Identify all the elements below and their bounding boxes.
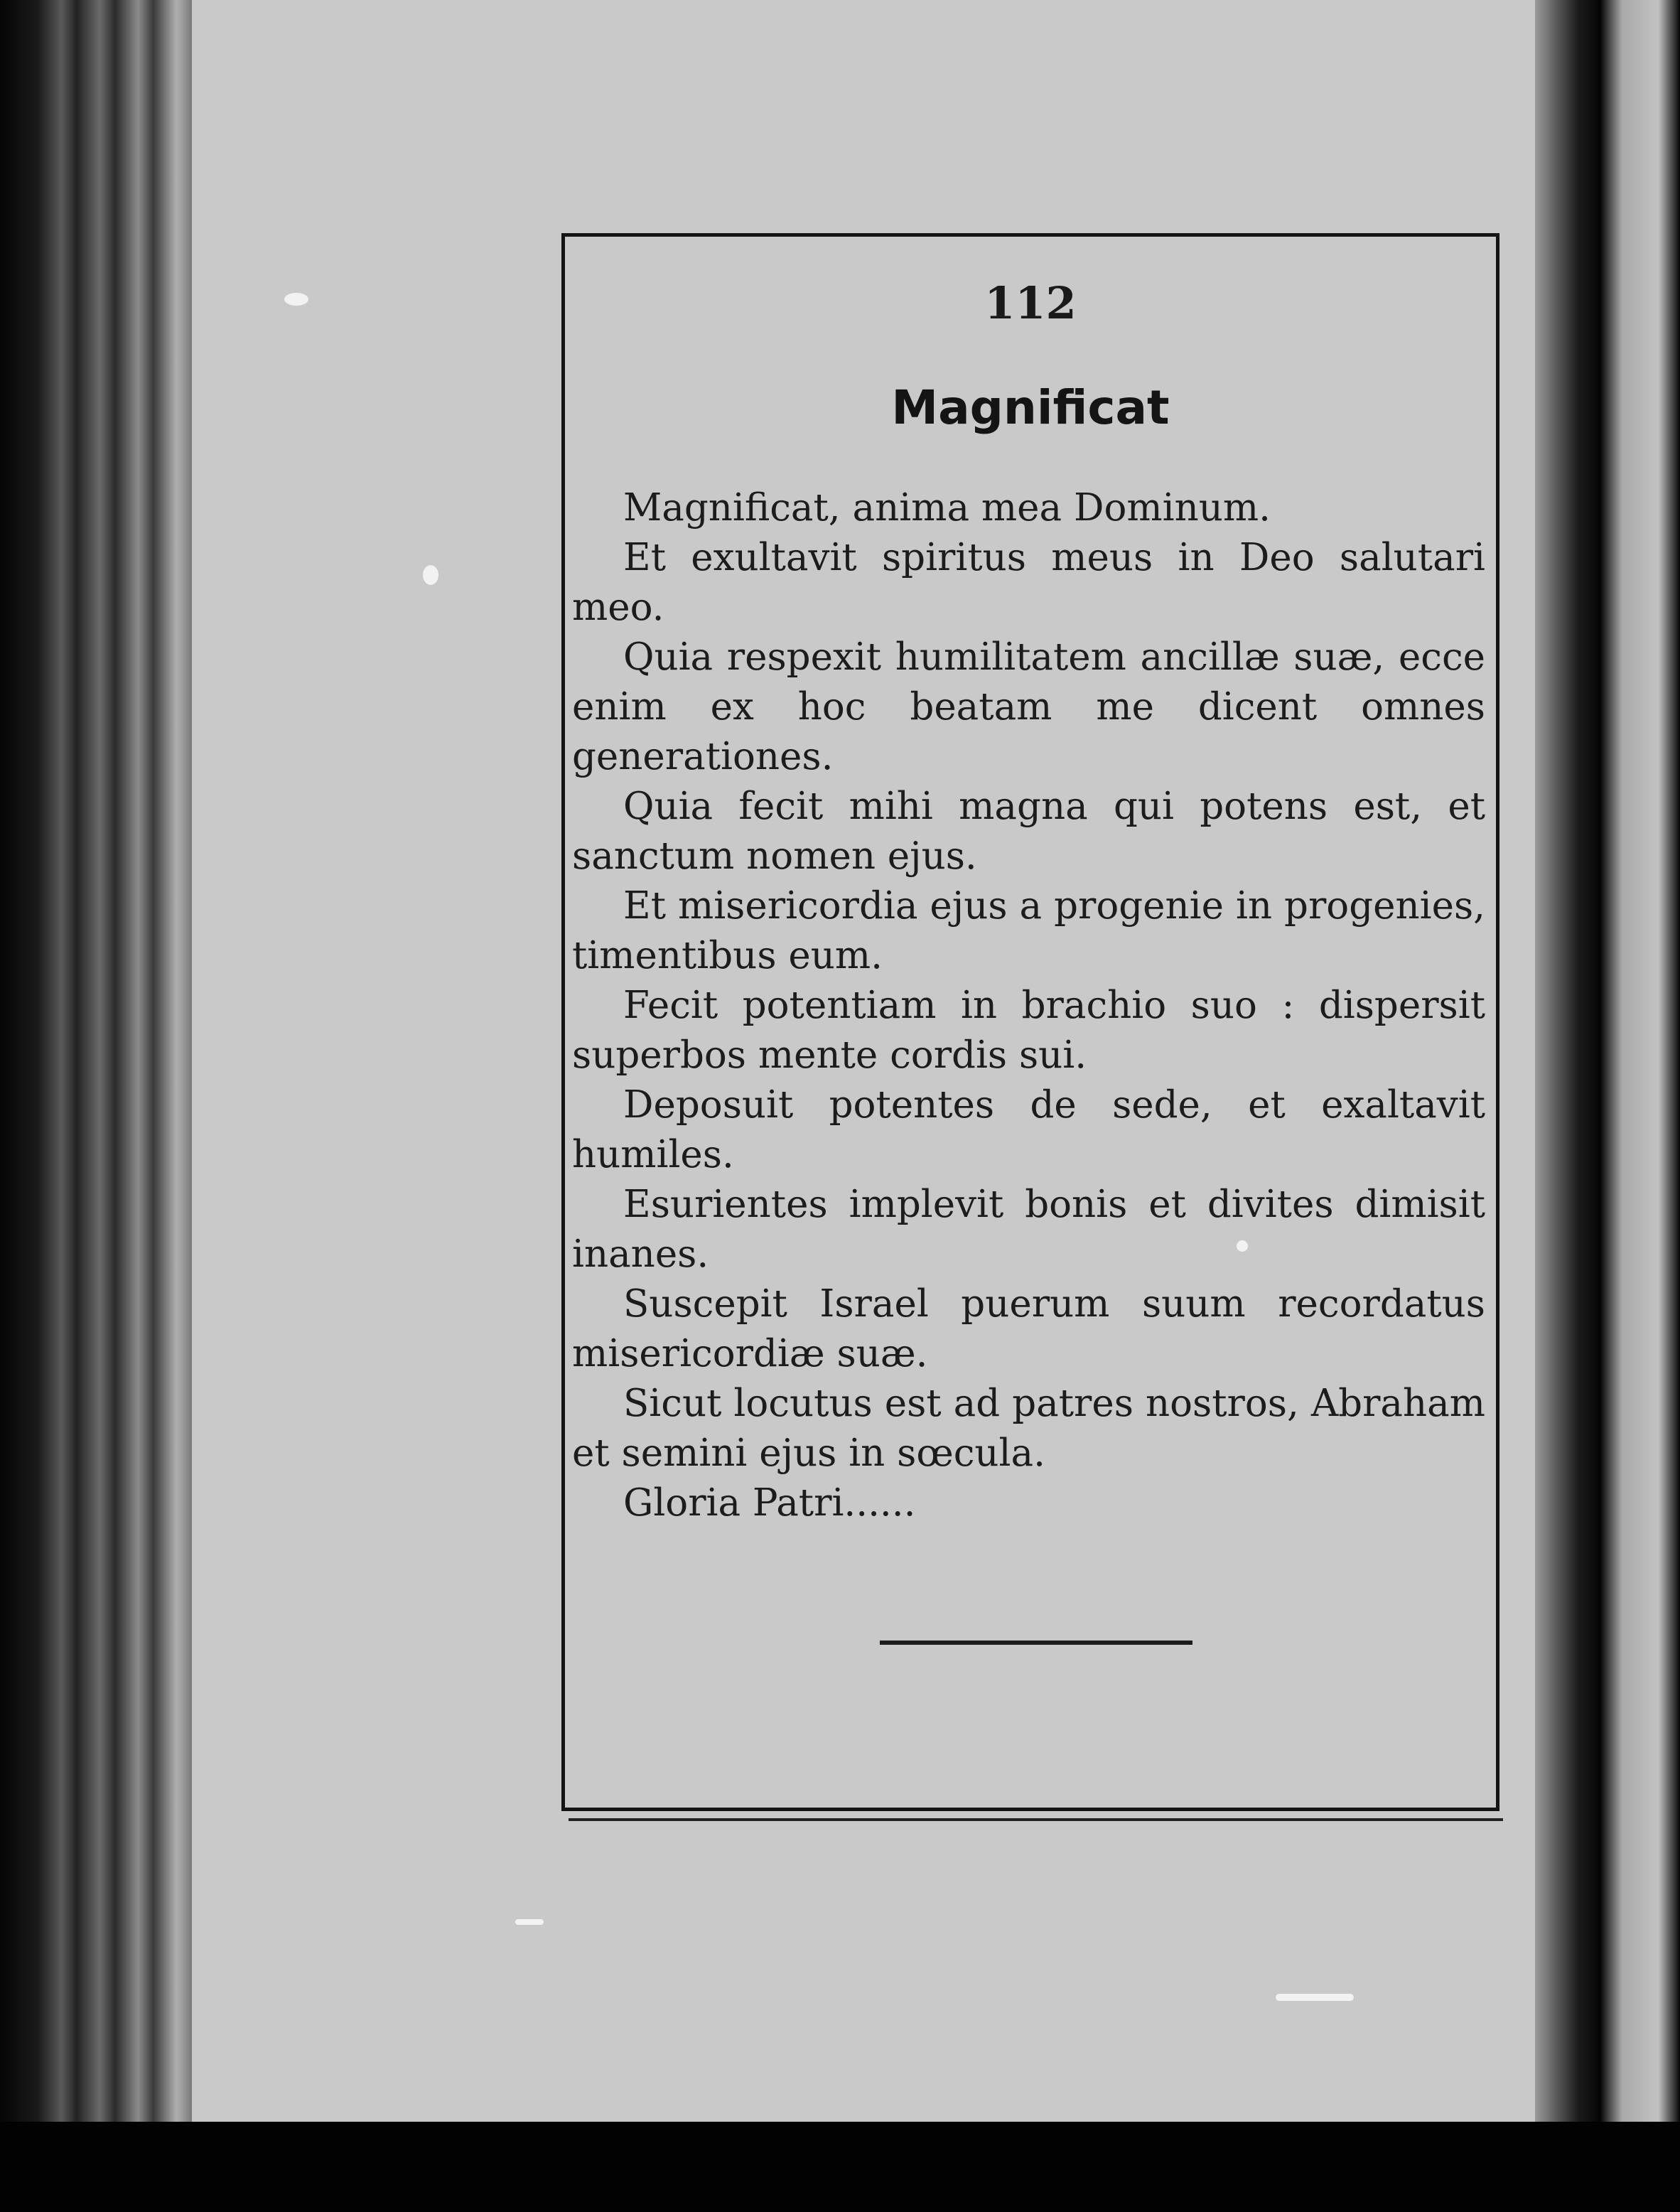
scan-speck xyxy=(1237,1240,1248,1252)
canticle-text xyxy=(572,483,1485,1528)
verse: Gloria Patri...... xyxy=(623,1481,916,1525)
verse: Esurientes implevit bonis et divites dimisit inanes. xyxy=(572,1183,1485,1276)
verse: Suscepit Israel puerum suum recordatus misericordiæ suæ. xyxy=(572,1282,1485,1375)
verse: Sicut locutus est ad patres nostros, Abraham et semini ejus in sœcula. xyxy=(572,1382,1485,1475)
scan-speck xyxy=(1276,1994,1354,2001)
verse: Magnificat, anima mea Dominum. xyxy=(623,486,1271,530)
scan-speck xyxy=(423,565,438,585)
verse: Quia respexit humilitatem ancillæ suæ, ecce enim ex hoc beatam me dicent omnes generationes. xyxy=(572,635,1485,778)
verse: Et misericordia ejus a progenie in progenies, timentibus eum. xyxy=(572,884,1485,977)
verse: Quia fecit mihi magna qui potens est, et sanctum nomen ejus. xyxy=(572,785,1485,878)
verse: Fecit potentiam in brachio suo : dispersit superbos mente cordis sui. xyxy=(572,984,1485,1077)
scan-speck xyxy=(284,293,308,306)
verse: Deposuit potentes de sede, et exaltavit humiles. xyxy=(572,1083,1485,1176)
book-spine-edge xyxy=(0,0,192,2212)
facing-page-edge xyxy=(1535,0,1680,2212)
end-rule xyxy=(880,1641,1192,1645)
scan-border xyxy=(0,2122,1680,2212)
scan-speck xyxy=(515,1919,544,1925)
page-number: 112 xyxy=(984,277,1077,329)
frame-bottom-rule xyxy=(569,1818,1503,1821)
verse: Et exultavit spiritus meus in Deo salutari meo. xyxy=(572,536,1485,629)
page-title: Magnificat xyxy=(891,380,1170,435)
